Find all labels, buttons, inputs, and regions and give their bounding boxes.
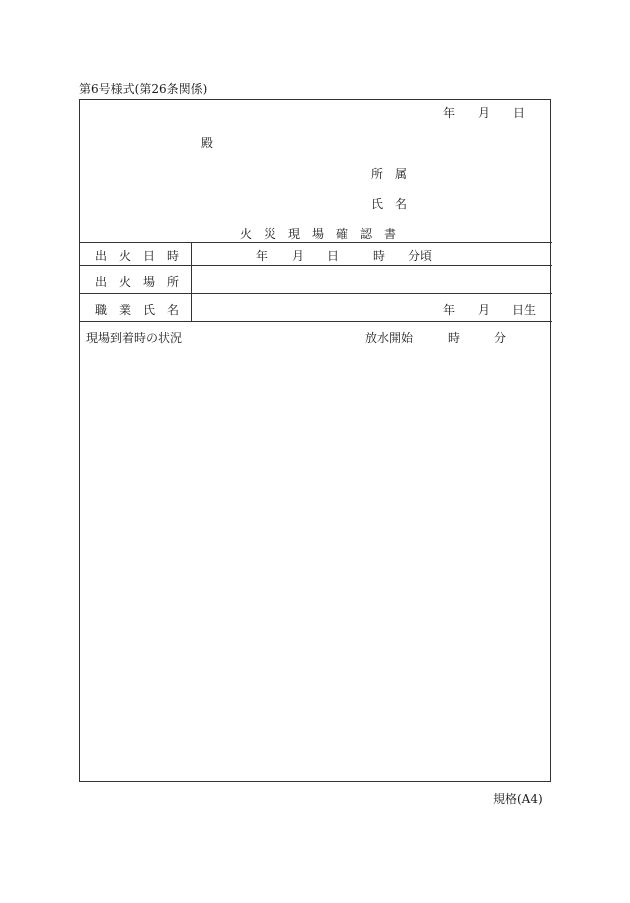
header-date-day: 日 — [513, 106, 526, 120]
fire-month: 月 — [292, 249, 305, 263]
birth-day: 日生 — [512, 303, 537, 317]
divider-line — [79, 265, 552, 266]
occupation-name-label: 職 業 氏 名 — [95, 303, 180, 317]
divider-line — [79, 321, 552, 322]
birth-year: 年 — [443, 303, 456, 317]
form-number: 第6号様式(第26条関係) — [79, 82, 208, 96]
fire-year: 年 — [256, 249, 269, 263]
paper-size-note: 規格(A4) — [493, 792, 543, 806]
fire-datetime-label: 出 火 日 時 — [95, 249, 180, 263]
water-start-minute: 分 — [494, 331, 507, 345]
header-date-year: 年 — [443, 106, 456, 120]
fire-minute-approx: 分頃 — [408, 249, 433, 263]
fire-day: 日 — [327, 249, 340, 263]
fire-hour: 時 — [373, 249, 386, 263]
label-column-divider — [191, 242, 192, 322]
affiliation-label: 所 属 — [371, 167, 408, 181]
birth-month: 月 — [478, 303, 491, 317]
document-title: 火 災 現 場 確 認 書 — [240, 227, 397, 241]
name-label: 氏 名 — [371, 197, 408, 211]
water-start-label: 放水開始 — [365, 331, 414, 345]
addressee-suffix: 殿 — [201, 136, 214, 150]
header-date-month: 月 — [478, 106, 491, 120]
divider-line — [79, 242, 552, 243]
fire-location-label: 出 火 場 所 — [95, 275, 180, 289]
water-start-hour: 時 — [448, 331, 461, 345]
situation-label: 現場到着時の状況 — [86, 331, 183, 345]
divider-line — [79, 293, 552, 294]
situation-content-area[interactable] — [86, 350, 546, 775]
